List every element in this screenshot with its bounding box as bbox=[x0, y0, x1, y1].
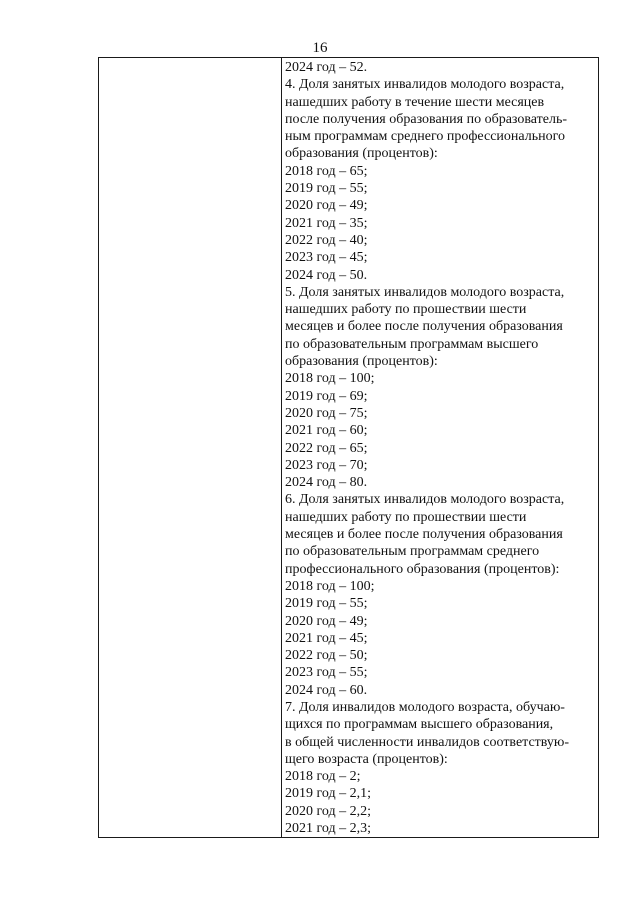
page-number: 16 bbox=[312, 40, 328, 56]
text-line: 2020 год – 49; bbox=[285, 198, 368, 214]
text-line: 2024 год – 52. bbox=[285, 60, 368, 75]
text-line: 2023 год – 55; bbox=[285, 665, 368, 681]
text-line: 2018 год – 100; bbox=[285, 371, 375, 387]
text-line: нашедших работу по прошествии шести bbox=[285, 302, 527, 318]
text-line: 2021 год – 60; bbox=[285, 423, 368, 439]
text-line: нашедших работу по прошествии шести bbox=[285, 509, 527, 525]
text-line: 2019 год – 55; bbox=[285, 181, 368, 197]
text-line: 5. Доля занятых инвалидов молодого возраста, bbox=[285, 284, 565, 300]
text-line: 2020 год – 2,2; bbox=[285, 803, 372, 819]
text-line: 2022 год – 65; bbox=[285, 440, 368, 456]
text-line: 2020 год – 75; bbox=[285, 405, 368, 421]
text-line: 2023 год – 45; bbox=[285, 250, 368, 266]
text-line: 2024 год – 50. bbox=[285, 267, 368, 283]
text-line: 2019 год – 69; bbox=[285, 388, 368, 404]
text-line: месяцев и более после получения образования bbox=[285, 527, 563, 543]
text-line: 2021 год – 45; bbox=[285, 630, 368, 646]
text-line: 2020 год – 49; bbox=[285, 613, 368, 629]
text-line: по образовательным программам высшего bbox=[285, 336, 539, 352]
text-line: 2018 год – 100; bbox=[285, 578, 375, 594]
text-line: 6. Доля занятых инвалидов молодого возраста, bbox=[285, 492, 565, 508]
text-line: щего возраста (процентов): bbox=[285, 751, 448, 767]
table-left-column bbox=[99, 58, 282, 837]
table-right-column bbox=[282, 58, 598, 837]
text-line: нашедших работу в течение шести месяцев bbox=[285, 94, 545, 110]
text-line: 2019 год – 2,1; bbox=[285, 786, 372, 802]
text-line: по образовательным программам среднего bbox=[285, 544, 540, 560]
text-line: 2023 год – 70; bbox=[285, 457, 368, 473]
text-line: 2021 год – 2,3; bbox=[285, 821, 372, 837]
text-line: 2022 год – 50; bbox=[285, 648, 368, 664]
text-line: месяцев и более после получения образования bbox=[285, 319, 563, 335]
text-line: щихся по программам высшего образования, bbox=[285, 717, 554, 733]
text-line: 2018 год – 65; bbox=[285, 163, 368, 179]
document-table bbox=[98, 57, 599, 838]
text-line: образования (процентов): bbox=[285, 354, 438, 370]
text-line: после получения образования по образователь- bbox=[285, 111, 567, 127]
text-line: 2024 год – 60. bbox=[285, 682, 368, 698]
text-line: образования (процентов): bbox=[285, 146, 438, 162]
text-line: 4. Доля занятых инвалидов молодого возраста, bbox=[285, 77, 565, 93]
text-line: 7. Доля инвалидов молодого возраста, обучаю- bbox=[285, 699, 565, 715]
text-line: ным программам среднего профессионального bbox=[285, 129, 565, 145]
text-line: 2022 год – 40; bbox=[285, 232, 368, 248]
text-line: профессионального образования (процентов): bbox=[285, 561, 560, 577]
text-line: в общей численности инвалидов соответствую- bbox=[285, 734, 570, 750]
text-line: 2024 год – 80. bbox=[285, 475, 368, 491]
text-line: 2018 год – 2; bbox=[285, 769, 361, 785]
text-line: 2019 год – 55; bbox=[285, 596, 368, 612]
text-line: 2021 год – 35; bbox=[285, 215, 368, 231]
